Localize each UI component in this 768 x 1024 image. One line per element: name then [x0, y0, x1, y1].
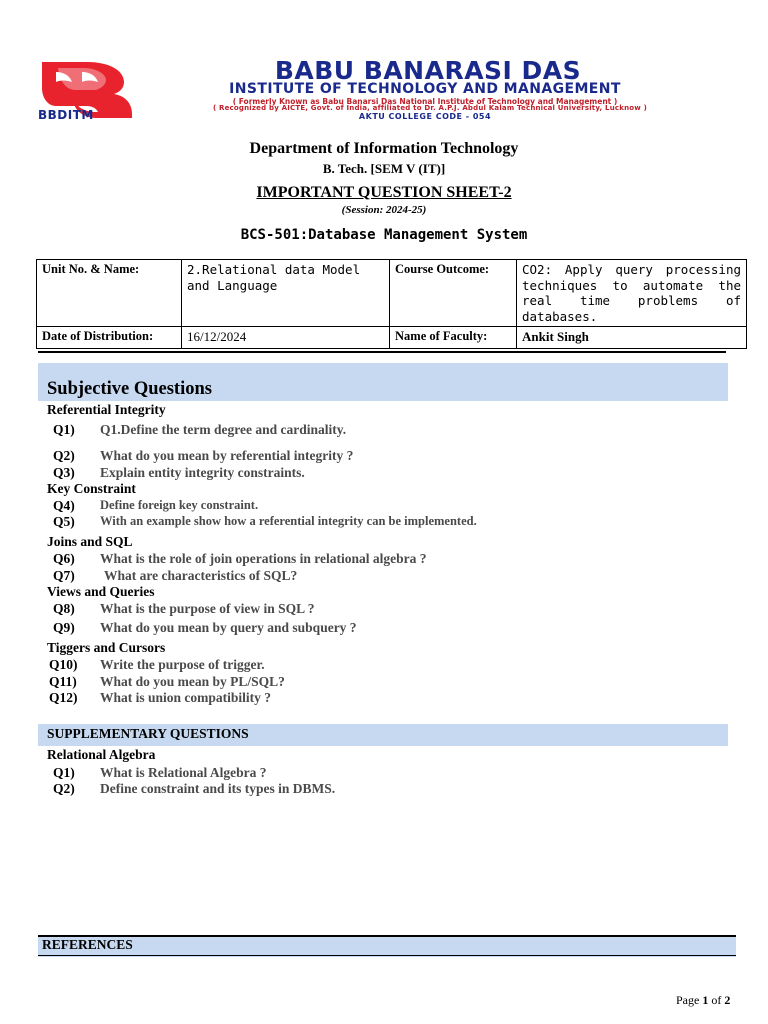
faculty-label: Name of Faculty:	[390, 327, 517, 349]
logo-text: BBDITM	[38, 108, 94, 122]
group-title: Tiggers and Cursors	[47, 640, 166, 655]
table-row	[37, 260, 747, 327]
question-number: Q9)	[53, 620, 75, 635]
institute-name: BABU BANARASI DAS	[274, 56, 582, 85]
question-number: Q7)	[53, 568, 75, 583]
college-code: AKTU COLLEGE CODE - 054	[358, 112, 492, 121]
divider	[38, 351, 726, 353]
question-text: What do you mean by query and subquery ?	[100, 620, 357, 635]
section-bar	[38, 935, 736, 957]
program-title: B. Tech. [SEM V (IT)]	[322, 161, 446, 176]
question-text: What is the role of join operations in relational algebra ?	[100, 551, 427, 566]
question-number: Q5)	[53, 514, 75, 529]
sheet-title: IMPORTANT QUESTION SHEET-2	[256, 184, 512, 201]
of-word: of	[711, 993, 722, 1007]
question-text: What are characteristics of SQL?	[104, 568, 298, 583]
unit-label: Unit No. & Name:	[37, 260, 182, 327]
question-number: Q1)	[53, 422, 75, 437]
question-number: Q10)	[49, 657, 78, 672]
question-number: Q8)	[53, 601, 75, 616]
group-title: Referential Integrity	[47, 402, 166, 417]
page-word: Page	[676, 993, 700, 1007]
subject-title: BCS-501:Database Management System	[240, 227, 528, 243]
question-number: Q3)	[53, 465, 75, 480]
faculty-value: Ankit Singh	[517, 327, 747, 349]
current-page: 1	[702, 993, 709, 1007]
question-number: Q1)	[53, 765, 75, 780]
table-row	[37, 327, 747, 349]
group-title: Joins and SQL	[47, 534, 133, 549]
question-number: Q11)	[49, 674, 77, 689]
group-title: Views and Queries	[47, 584, 155, 599]
unit-value: 2.Relational data Model and Language	[182, 260, 390, 327]
institute-subtitle: INSTITUTE OF TECHNOLOGY AND MANAGEMENT	[229, 81, 621, 97]
question-text: Q1.Define the term degree and cardinality.	[100, 422, 347, 437]
supplementary-section-title: SUPPLEMENTARY QUESTIONS	[47, 726, 249, 741]
question-text: What is Relational Algebra ?	[100, 765, 267, 780]
question-text: What is the purpose of view in SQL ?	[100, 601, 315, 616]
question-text: Define constraint and its types in DBMS.	[100, 781, 336, 796]
institute-formerly: ( Formerly Known as Babu Banarsi Das National Institute of Technology and Management )	[232, 97, 618, 106]
question-text: What do you mean by PL/SQL?	[100, 674, 285, 689]
question-text: With an example show how a referential integrity can be implemented.	[100, 514, 477, 528]
date-label: Date of Distribution:	[37, 327, 182, 349]
date-value: 16/12/2024	[182, 327, 390, 349]
question-number: Q12)	[49, 690, 78, 705]
institute-recognition: ( Recognized by AICTE, Govt. of India, affiliated to Dr. A.P.J. Abdul Kalam Technical University, Lucknow )	[212, 104, 647, 112]
references-section-title: REFERENCES	[42, 937, 133, 952]
total-pages: 2	[724, 993, 731, 1007]
question-number: Q4)	[53, 498, 75, 513]
page-number	[676, 993, 730, 1008]
question-text: Define foreign key constraint.	[100, 498, 259, 512]
group-title: Key Constraint	[47, 481, 136, 496]
course-outcome-label: Course Outcome:	[390, 260, 517, 327]
course-info-table	[36, 259, 747, 349]
department-title: Department of Information Technology	[249, 140, 519, 157]
question-text: What is union compatibility ?	[100, 690, 272, 705]
session-label: (Session: 2024-25)	[341, 204, 427, 216]
group-title: Relational Algebra	[47, 747, 156, 762]
question-number: Q2)	[53, 781, 75, 796]
question-text: What do you mean by referential integrity ?	[100, 448, 354, 463]
divider	[38, 955, 736, 956]
course-outcome-value: CO2: Apply query processing techniques to automate the real time problems of databases.	[517, 260, 747, 327]
question-text: Explain entity integrity constraints.	[100, 465, 305, 480]
question-number: Q6)	[53, 551, 75, 566]
question-text: Write the purpose of trigger.	[100, 657, 265, 672]
subjective-section-title: Subjective Questions	[47, 379, 212, 399]
question-number: Q2)	[53, 448, 75, 463]
